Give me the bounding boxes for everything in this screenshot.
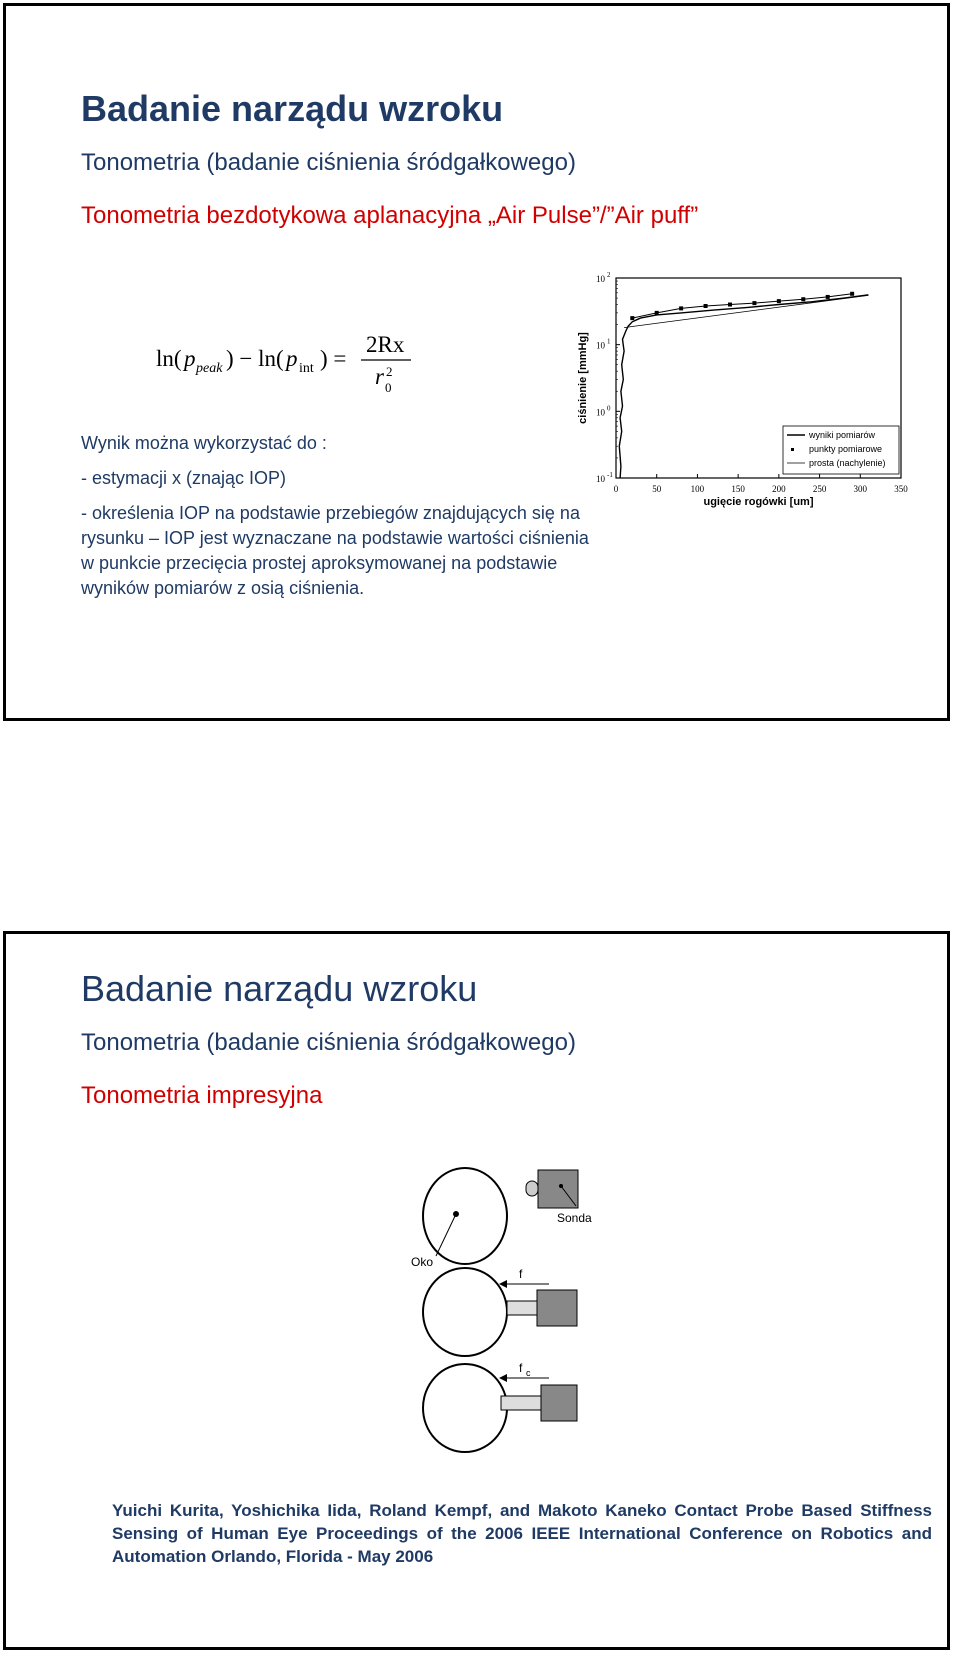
legend-marker	[791, 448, 794, 451]
data-point	[728, 303, 732, 307]
slide-subtitle: Tonometria (badanie ciśnienia śródgałkowego)	[81, 149, 576, 176]
legend-label: wyniki pomiarów	[809, 430, 876, 440]
label-sonda: Sonda	[557, 1211, 592, 1225]
data-point	[655, 311, 659, 315]
x-tick-label: 150	[731, 484, 745, 494]
formula-denominator: r	[375, 364, 384, 389]
formula-sub-int: int	[299, 361, 314, 376]
formula-graphic	[156, 332, 416, 406]
data-point	[679, 306, 683, 310]
slide-subtitle: Tonometria (badanie ciśnienia śródgałkowego)	[81, 1029, 576, 1056]
data-point	[704, 304, 708, 308]
stage-1	[411, 1168, 592, 1269]
probe-body	[538, 1170, 578, 1208]
x-axis-label: ugięcie rogówki [um]	[703, 496, 814, 508]
label-oko: Oko	[411, 1255, 434, 1269]
formula-sub-peak: peak	[196, 361, 223, 376]
diagram-svg	[411, 1156, 621, 1446]
y-axis-label: ciśnienie [mmHg]	[577, 332, 589, 424]
slide-1	[3, 3, 950, 721]
pressure-deflection-chart	[561, 268, 931, 533]
formula-end: ) =	[320, 346, 347, 371]
eye-outline-indented	[423, 1364, 507, 1452]
label-force-c: f	[519, 1361, 523, 1375]
body-text	[81, 431, 601, 601]
formula-ln1: ln(	[156, 346, 182, 371]
slide-red-heading: Tonometria impresyjna	[81, 1082, 323, 1109]
y-tick-label: 10	[596, 407, 605, 418]
stage-3	[423, 1361, 577, 1452]
probe-tip-indented	[501, 1396, 541, 1410]
probe-tip	[526, 1181, 538, 1196]
data-point	[777, 299, 781, 303]
y-tick-exponent: 2	[607, 271, 611, 279]
legend-label: prosta (nachylenie)	[809, 458, 886, 468]
x-tick-label: 0	[613, 484, 619, 494]
x-tick-label: 50	[652, 484, 662, 494]
slide-2	[3, 931, 950, 1650]
x-tick-label: 300	[853, 484, 868, 494]
formula-numerator: 2Rx	[366, 332, 405, 357]
chart-legend	[783, 426, 899, 474]
citation: Yuichi Kurita, Yoshichika Iida, Roland Kempf, and Makoto Kaneko Contact Probe Based Stiffness Sensing of Human Eye Proceedings of the 2006 IEEE International Conference on Robotics and Automation Orlando, Florida - May 2006	[112, 1501, 932, 1566]
formula	[156, 332, 416, 412]
stage-2	[423, 1267, 577, 1356]
impression-tonometry-diagram	[411, 1156, 621, 1451]
formula-p1: p	[184, 346, 196, 371]
slide-title: Badanie narządu wzroku	[81, 88, 504, 129]
y-tick-label: 10	[596, 340, 605, 351]
label-force-c-sub: c	[526, 1368, 531, 1378]
formula-den-sub: 0	[385, 380, 392, 395]
legend-label: punkty pomiarowe	[809, 444, 883, 454]
data-point	[826, 295, 830, 299]
bullet-iop: - określenia IOP na podstawie przebiegów znajdujących się na rysunku – IOP jest wyznaczane na podstawie wartości ciśnienia w punkcie przecięcia prostej aproksymowanej na podstawie wyników pomiarów z osią ciśnienia.	[81, 503, 589, 598]
data-point	[850, 292, 854, 296]
eye-outline-contact	[423, 1268, 507, 1356]
probe-tip-contact	[507, 1301, 537, 1315]
x-tick-label: 350	[894, 484, 908, 494]
slide-title: Badanie narządu wzroku	[81, 968, 478, 1009]
y-tick-label: 10	[596, 274, 605, 284]
data-point	[801, 297, 805, 301]
y-tick-exponent: 0	[607, 404, 611, 413]
intro-text: Wynik można wykorzystać do :	[81, 433, 327, 453]
y-tick-exponent: 1	[607, 337, 611, 346]
slide-red-heading: Tonometria bezdotykowa aplanacyjna „Air Pulse”/”Air puff”	[81, 202, 699, 229]
y-tick-label: 10	[596, 474, 605, 484]
y-tick-exponent: -1	[607, 471, 613, 479]
probe-body-contact	[537, 1290, 577, 1326]
formula-p2: p	[286, 346, 298, 371]
probe-body-indented	[541, 1385, 577, 1421]
formula-den-sup: 2	[386, 364, 393, 379]
chart-svg	[561, 268, 931, 528]
eye-outline	[423, 1168, 507, 1264]
data-point	[752, 301, 756, 305]
bullet-estimation: - estymacji x (znając IOP)	[81, 468, 287, 488]
data-point	[630, 316, 634, 320]
x-tick-label: 100	[690, 484, 705, 494]
x-tick-label: 200	[772, 484, 786, 494]
force-c-arrowhead	[499, 1374, 507, 1382]
formula-mid: ) − ln(	[226, 346, 284, 371]
label-force: f	[519, 1267, 523, 1281]
sonda-dot	[559, 1184, 563, 1188]
x-tick-label: 250	[812, 484, 827, 494]
